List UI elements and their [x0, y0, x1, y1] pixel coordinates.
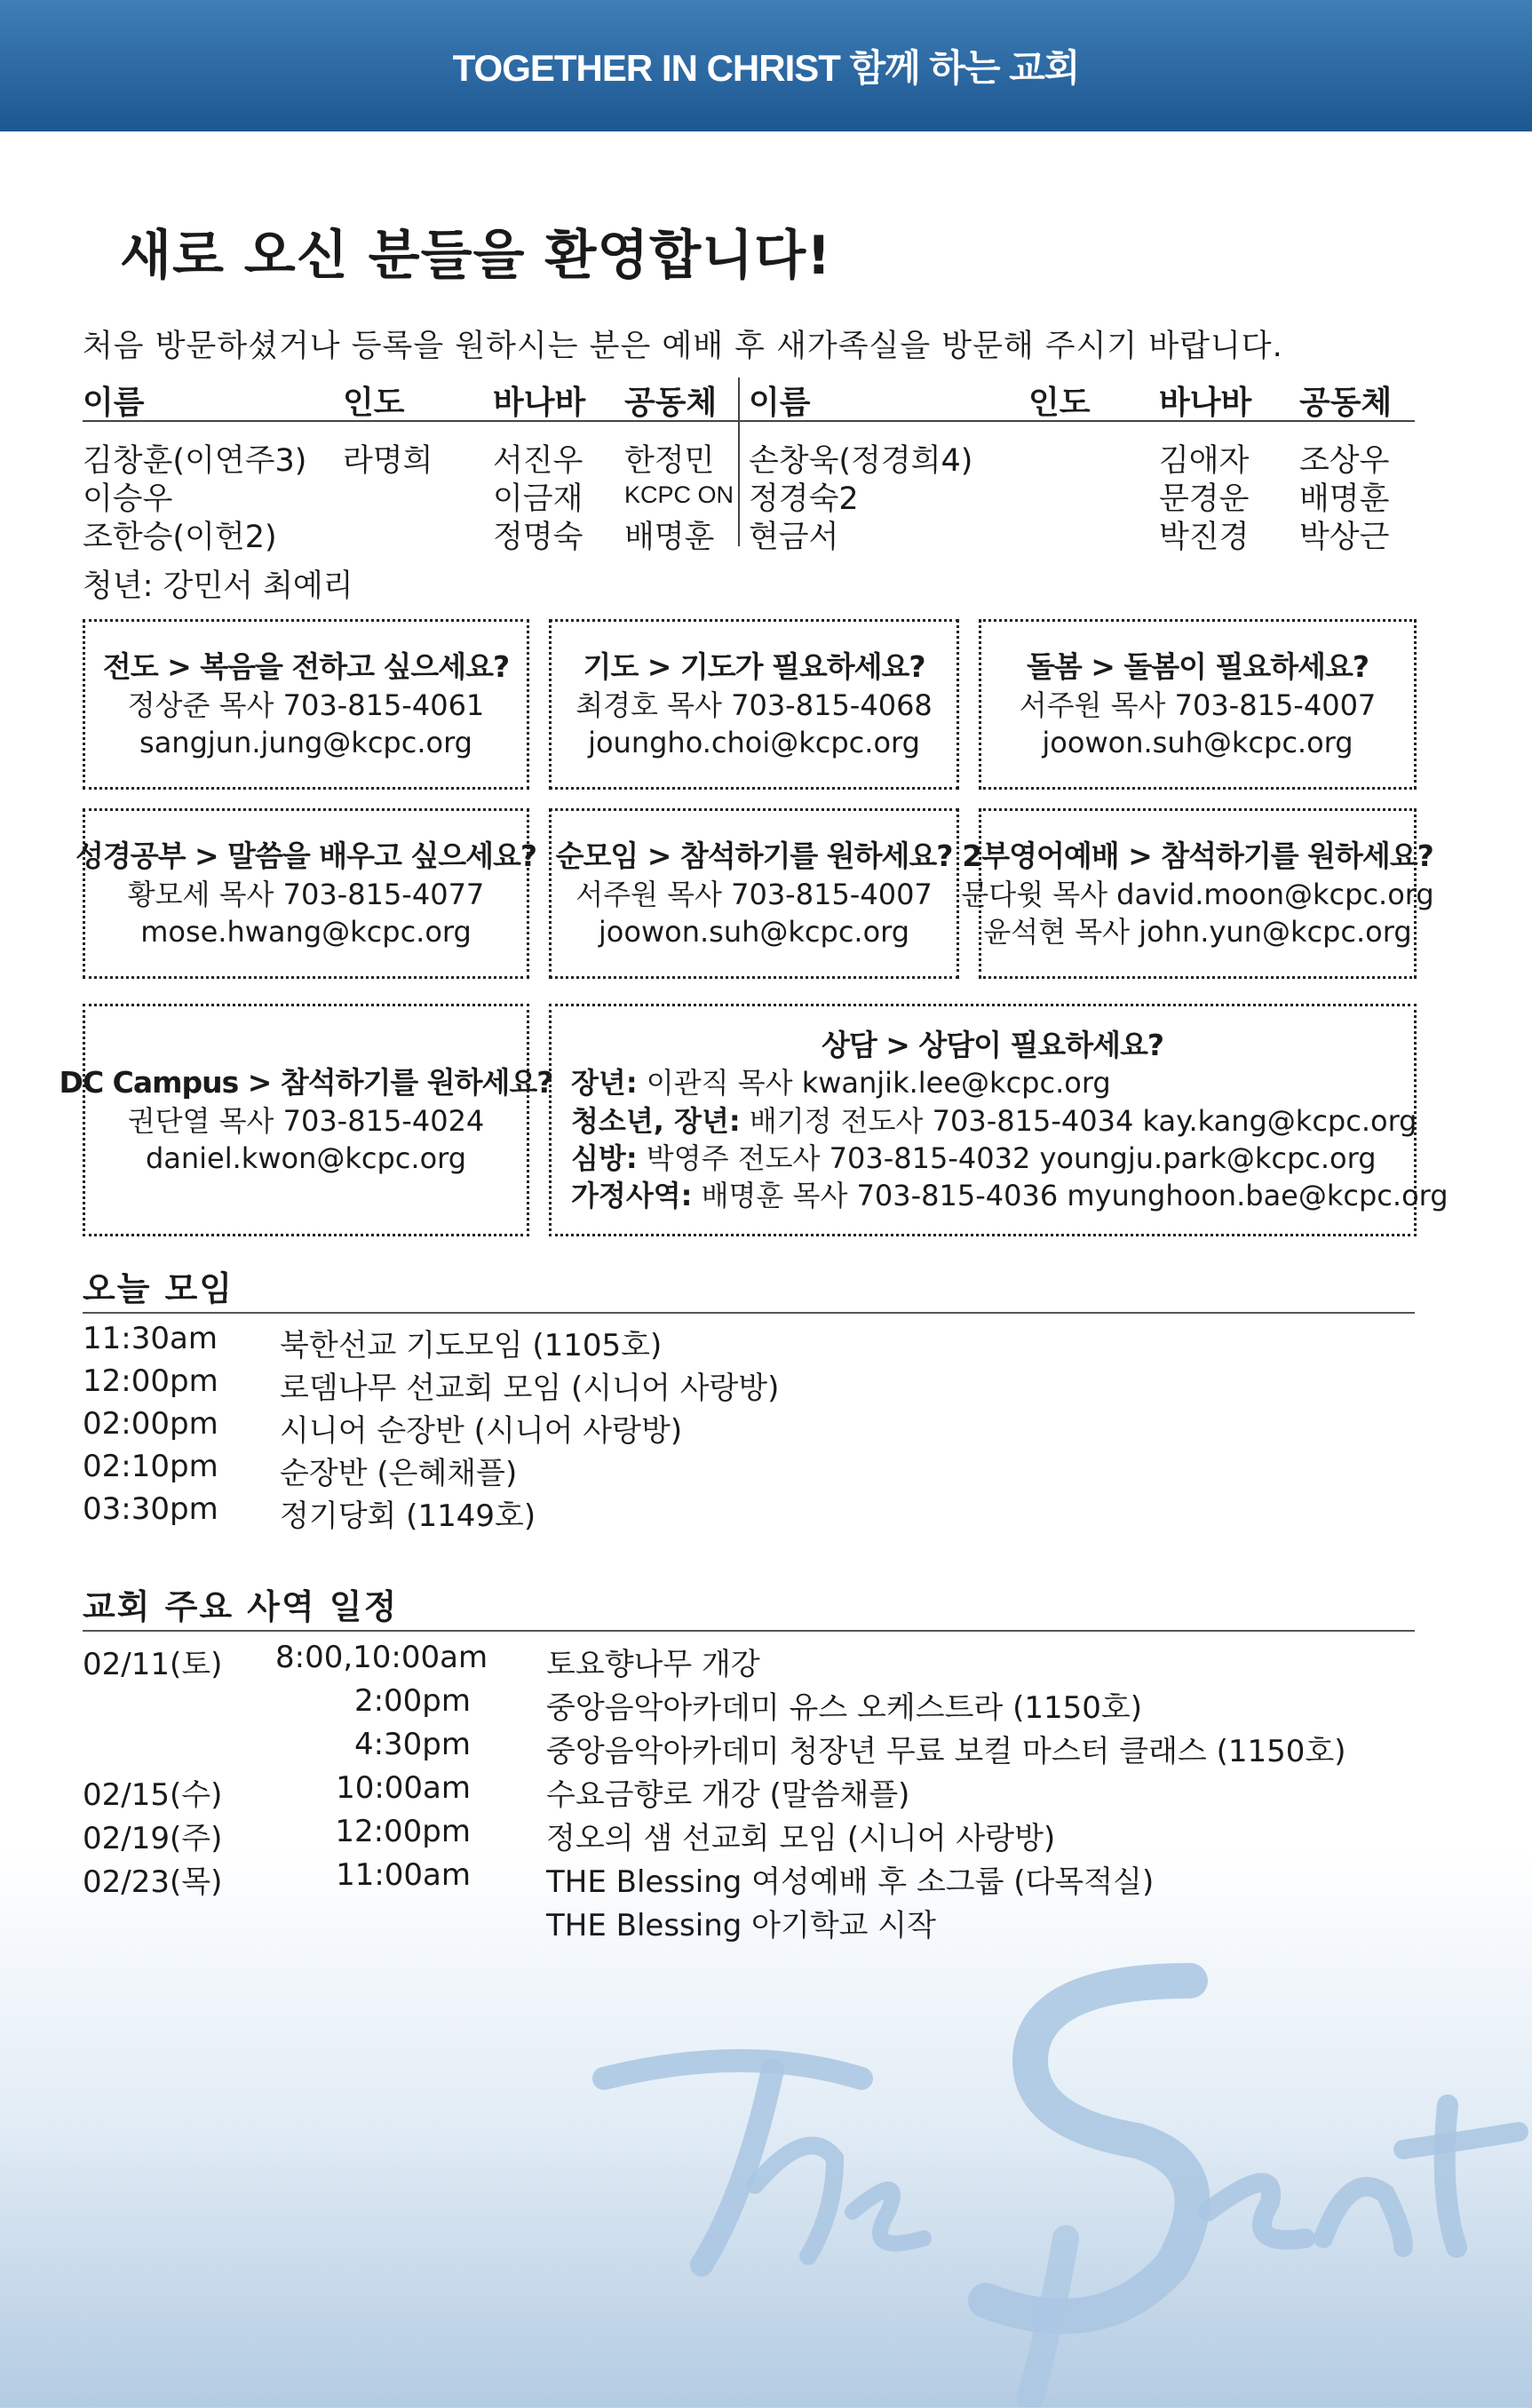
box-phone: 황모세 목사 703-815-4077 [127, 877, 485, 911]
box-phone: 서주원 목사 703-815-4007 [575, 877, 933, 911]
table-cell: 박진경 [1159, 520, 1250, 555]
box-email[interactable]: joowon.suh@kcpc.org [1042, 725, 1353, 759]
care-box [979, 619, 1417, 790]
schedule-date: 02/19(주) [83, 1821, 223, 1856]
table-cell: 문경운 [1159, 481, 1250, 517]
schedule-title: 교회 주요 사역 일정 [83, 1587, 399, 1626]
evangelism-box [83, 619, 529, 790]
today-event: 시니어 순장반 (시니어 사랑방) [280, 1413, 683, 1449]
today-rule [83, 1312, 1415, 1314]
schedule-event: THE Blessing 여성예배 후 소그룹 (다목적실) [546, 1864, 1155, 1900]
schedule-time: 10:00am [336, 1770, 471, 1806]
banner-text: TOGETHER IN CHRIST 함께 하는 교회 [452, 47, 1080, 89]
welcome-intro: 처음 방문하셨거나 등록을 원하시는 분은 예배 후 새가족실을 방문해 주시기 바랍니다. [83, 329, 1283, 364]
schedule-event: 토요향나무 개강 [546, 1647, 760, 1682]
table-cell: 김창훈(이연주3) [83, 443, 307, 479]
table-cell: 조한승(이헌2) [83, 520, 277, 555]
schedule-event: 중앙음악아카데미 청장년 무료 보컬 마스터 클래스 (1150호) [546, 1734, 1346, 1769]
table-cell: 정명숙 [493, 520, 583, 555]
box-heading: 2부영어예배 > 참석하기를 원하세요? [962, 838, 1433, 873]
header-guide-right: 인도 [1028, 385, 1091, 421]
table-cell: 한정민 [624, 443, 715, 479]
box-phone: 권단열 목사 703-815-4024 [127, 1103, 485, 1138]
header-banner [0, 0, 1532, 131]
header-barnabas-left: 바나바 [493, 385, 586, 421]
header-community-left: 공동체 [624, 385, 718, 421]
schedule-event: 중앙음악아카데미 유스 오케스트라 (1150호) [546, 1690, 1142, 1726]
today-time: 12:00pm [83, 1363, 218, 1399]
bible-study-box [75, 808, 537, 979]
cell-group-box [549, 808, 959, 979]
schedule-event: 수요금향로 개강 (말씀채플) [546, 1777, 910, 1813]
english-service-box [961, 808, 1434, 979]
schedule-time: 12:00pm [335, 1814, 471, 1849]
counsel-label: 청소년, 장년: [571, 1103, 741, 1138]
box-heading: 성경공부 > 말씀을 배우고 싶으세요? [75, 838, 537, 873]
box-heading: 순모임 > 참석하기를 원하세요? [555, 838, 953, 873]
box-heading: 기도 > 기도가 필요하세요? [583, 648, 925, 684]
table-cell: 서진우 [493, 443, 583, 479]
table-cell: 배명훈 [1299, 481, 1390, 517]
counsel-label: 가정사역: [571, 1179, 693, 1212]
box-phone: 서주원 목사 703-815-4007 [1019, 687, 1377, 722]
schedule-time: 11:00am [336, 1857, 471, 1893]
table-cell: 이금재 [493, 481, 583, 517]
counsel-text: 박영주 전도사 703-815-4032 youngju.park@kcpc.org [646, 1140, 1377, 1175]
table-cell: 김애자 [1159, 443, 1250, 479]
header-community-right: 공동체 [1299, 385, 1393, 421]
box-contact[interactable]: 윤석현 목사 john.yun@kcpc.org [983, 914, 1412, 949]
table-cell: 배명훈 [624, 520, 715, 555]
schedule-time: 8:00,10:00am [275, 1640, 488, 1675]
table-cell: 박상근 [1299, 520, 1390, 555]
schedule-time: 2:00pm [353, 1683, 471, 1719]
schedule-time: 4:30pm [353, 1727, 471, 1762]
schedule-date: 02/11(토) [83, 1647, 223, 1682]
counsel-text: 배명훈 목사 703-815-4036 myunghoon.bae@kcpc.org [701, 1179, 1449, 1212]
box-heading: DC Campus > 참석하기를 원하세요? [59, 1064, 553, 1100]
table-cell: 손창욱(정경희4) [749, 443, 973, 479]
counsel-text: 이관직 목사 kwanjik.lee@kcpc.org [646, 1066, 1111, 1101]
box-email[interactable]: joowon.suh@kcpc.org [598, 914, 910, 949]
today-time: 03:30pm [83, 1491, 218, 1527]
dc-campus-box [59, 1004, 553, 1236]
box-email[interactable]: mose.hwang@kcpc.org [140, 914, 472, 949]
today-title: 오늘 모임 [83, 1269, 234, 1308]
the-sent-logo [568, 1945, 1532, 2407]
counseling-box [549, 1004, 1449, 1236]
box-heading: 상담 > 상담이 필요하세요? [821, 1027, 1164, 1062]
today-event: 로뎀나무 선교회 모임 (시니어 사랑방) [280, 1371, 780, 1406]
newcomer-table [83, 377, 1415, 555]
table-cell: 현금서 [749, 520, 839, 555]
today-time: 11:30am [83, 1321, 218, 1356]
counsel-line[interactable] [571, 1177, 1449, 1214]
header-barnabas-right: 바나바 [1159, 385, 1252, 421]
schedule-event: THE Blessing 아기학교 시작 [546, 1908, 936, 1943]
prayer-box [549, 619, 959, 790]
counsel-label: 장년: [571, 1066, 638, 1101]
today-time: 02:10pm [83, 1449, 218, 1484]
schedule-event: 정오의 샘 선교회 모임 (시니어 사랑방) [546, 1821, 1056, 1856]
table-header-rule [83, 420, 1415, 422]
counsel-line[interactable] [571, 1064, 1111, 1101]
header-name-right: 이름 [749, 385, 811, 421]
youth-newcomers: 청년: 강민서 최예리 [83, 568, 353, 604]
table-cell: KCPC ON [624, 481, 734, 508]
table-cell: 조상우 [1299, 443, 1390, 479]
schedule-rule [83, 1630, 1415, 1632]
welcome-title: 새로 오신 분들을 환영합니다! [120, 225, 832, 287]
box-email[interactable]: sangjun.jung@kcpc.org [139, 725, 472, 759]
box-contact[interactable]: 문다윗 목사 david.moon@kcpc.org [961, 877, 1434, 911]
table-cell: 정경숙2 [749, 481, 859, 517]
table-cell: 라명희 [343, 443, 433, 479]
box-email[interactable]: joungho.choi@kcpc.org [588, 725, 920, 759]
header-name-left: 이름 [83, 385, 145, 421]
today-time: 02:00pm [83, 1406, 218, 1442]
today-event: 북한선교 기도모임 (1105호) [280, 1328, 663, 1363]
header-guide-left: 인도 [343, 385, 405, 421]
today-event: 정기당회 (1149호) [280, 1498, 536, 1534]
box-email[interactable]: daniel.kwon@kcpc.org [145, 1140, 467, 1175]
box-heading: 전도 > 복음을 전하고 싶으세요? [102, 648, 510, 684]
table-cell: 이승우 [83, 481, 173, 517]
box-heading: 돌봄 > 돌봄이 필요하세요? [1026, 648, 1369, 684]
box-phone: 최경호 목사 703-815-4068 [575, 687, 933, 722]
counsel-text: 배기정 전도사 703-815-4034 kay.kang@kcpc.org [749, 1103, 1417, 1138]
counsel-line[interactable] [571, 1102, 1417, 1140]
counsel-line[interactable] [571, 1140, 1377, 1177]
table-divider [738, 377, 740, 546]
box-phone: 정상준 목사 703-815-4061 [127, 687, 485, 722]
counsel-label: 심방: [571, 1140, 638, 1175]
today-event: 순장반 (은혜채플) [280, 1456, 518, 1491]
schedule-date: 02/15(수) [83, 1777, 223, 1813]
schedule-date: 02/23(목) [83, 1864, 223, 1900]
